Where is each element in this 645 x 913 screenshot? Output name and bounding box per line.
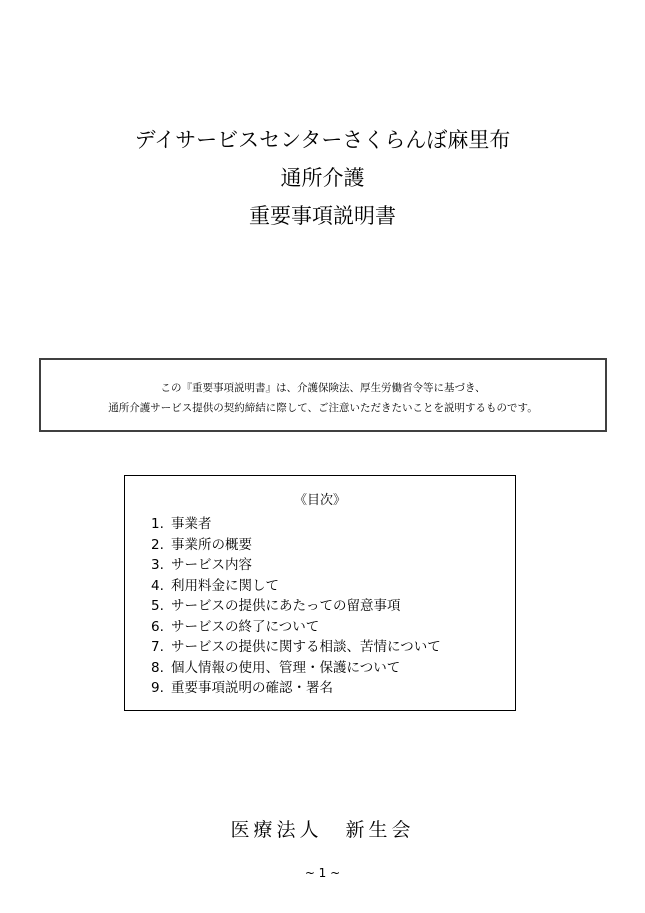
toc-heading: 《目次》	[293, 493, 346, 508]
toc-item-label: サービスの提供に関する相談、苦情について	[171, 639, 441, 655]
toc-item-label: 重要事項説明の確認・署名	[171, 680, 333, 696]
notice-box	[39, 358, 607, 432]
toc-item-label: サービスの提供にあたっての留意事項	[171, 598, 401, 614]
toc-item-number: 4.	[151, 577, 164, 594]
toc-item-label: 事業所の概要	[171, 536, 252, 553]
toc-item-label: 個人情報の使用、管理・保護について	[171, 659, 401, 676]
service-type: 通所介護	[280, 166, 365, 190]
toc-item	[151, 637, 441, 658]
toc-item-label: サービス内容	[171, 557, 252, 573]
toc-item	[151, 535, 441, 556]
document-title	[0, 128, 645, 242]
toc-item-number: 6.	[151, 618, 164, 635]
toc-item-label: 事業者	[171, 516, 212, 532]
toc-item-number: 1.	[151, 516, 164, 532]
toc-item-label: 利用料金に関して	[171, 577, 279, 594]
toc-item	[151, 617, 441, 638]
document-type: 重要事項説明書	[249, 204, 396, 228]
toc-item-number: 2.	[151, 536, 164, 553]
toc-item-number: 7.	[151, 639, 164, 655]
table-of-contents	[124, 475, 516, 711]
toc-item-number: 9.	[151, 680, 164, 696]
toc-item-number: 3.	[151, 557, 164, 573]
toc-item	[151, 555, 441, 576]
organization-name: 医療法人 新生会	[230, 819, 415, 841]
notice-line-2: 通所介護サービス提供の契約締結に際して、ご注意いただきたいことを説明するものです。	[108, 402, 538, 414]
notice-line-1: この『重要事項説明書』は、介護保険法、厚生労働省令等に基づき、	[160, 382, 486, 394]
toc-item	[151, 658, 441, 679]
toc-item	[151, 514, 441, 535]
toc-item	[151, 678, 441, 699]
toc-item	[151, 596, 441, 617]
facility-name: デイサービスセンターさくらんぼ麻里布	[134, 128, 511, 152]
toc-list	[151, 514, 441, 699]
toc-item-number: 8.	[151, 659, 164, 676]
toc-item-label: サービスの終了について	[171, 618, 320, 635]
toc-item-number: 5.	[151, 598, 164, 614]
page-number: ~ 1 ~	[304, 866, 341, 880]
toc-item	[151, 576, 441, 597]
